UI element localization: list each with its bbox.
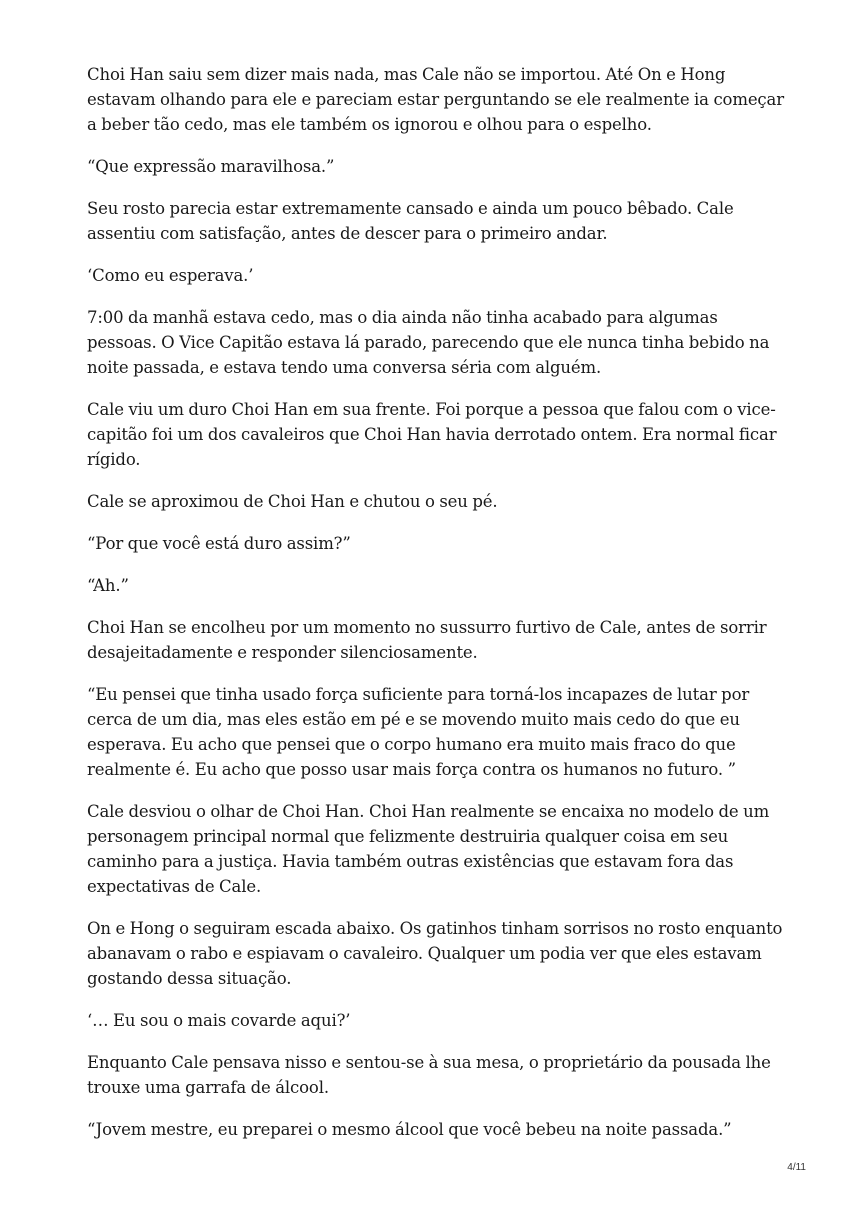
dialogue-line: “Jovem mestre, eu preparei o mesmo álcool que você bebeu na noite passada.” [87,1120,732,1139]
paragraph: On e Hong o seguiram escada abaixo. Os gatinhos tinham sorrisos no rosto enquanto abanavam o rabo e espiavam o cavaleiro. Qualquer um podia ver que eles estavam gostando dessa situação. [87,919,783,988]
dialogue-line: “Que expressão maravilhosa.” [87,157,335,176]
body-text [87,62,787,1159]
paragraph: Cale viu um duro Choi Han em sua frente. Foi porque a pessoa que falou com o vice-capitão foi um dos cavaleiros que Choi Han havia derrotado ontem. Era normal ficar rígido. [87,400,777,469]
paragraph: Seu rosto parecia estar extremamente cansado e ainda um pouco bêbado. Cale assentiu com satisfação, antes de descer para o primeiro andar. [87,199,734,243]
dialogue-line: “Por que você está duro assim?” [87,534,351,553]
thought-line: ‘… Eu sou o mais covarde aqui?’ [87,1011,351,1030]
paragraph: Cale desviou o olhar de Choi Han. Choi Han realmente se encaixa no modelo de um personagem principal normal que felizmente destruiria qualquer coisa em seu caminho para a justiça. Havia também outras existências que estavam fora das expectativas de Cale. [87,802,770,896]
dialogue-line: “Ah.” [87,576,129,595]
paragraph: Cale se aproximou de Choi Han e chutou o seu pé. [87,492,498,511]
paragraph: Choi Han saiu sem dizer mais nada, mas Cale não se importou. Até On e Hong estavam olhando para ele e pareciam estar perguntando se ele realmente ia começar a beber tão cedo, mas ele também os ignorou e olhou para o espelho. [87,65,784,134]
paragraph: Choi Han se encolheu por um momento no sussurro furtivo de Cale, antes de sorrir desajeitadamente e responder silenciosamente. [87,618,767,662]
dialogue-paragraph: “Eu pensei que tinha usado força suficiente para torná-los incapazes de lutar por cerca de um dia, mas eles estão em pé e se movendo muito mais cedo do que eu esperava. Eu acho que pensei que o corpo humano era muito mais fraco do que realmente é. Eu acho que posso usar mais força contra os humanos no futuro. ” [87,685,750,779]
thought-line: ‘Como eu esperava.’ [87,266,254,285]
page-number: 4/11 [787,1162,806,1173]
paragraph: Enquanto Cale pensava nisso e sentou-se à sua mesa, o proprietário da pousada lhe trouxe uma garrafa de álcool. [87,1053,771,1097]
paragraph: 7:00 da manhã estava cedo, mas o dia ainda não tinha acabado para algumas pessoas. O Vice Capitão estava lá parado, parecendo que ele nunca tinha bebido na noite passada, e estava tendo uma conversa séria com alguém. [87,308,770,377]
